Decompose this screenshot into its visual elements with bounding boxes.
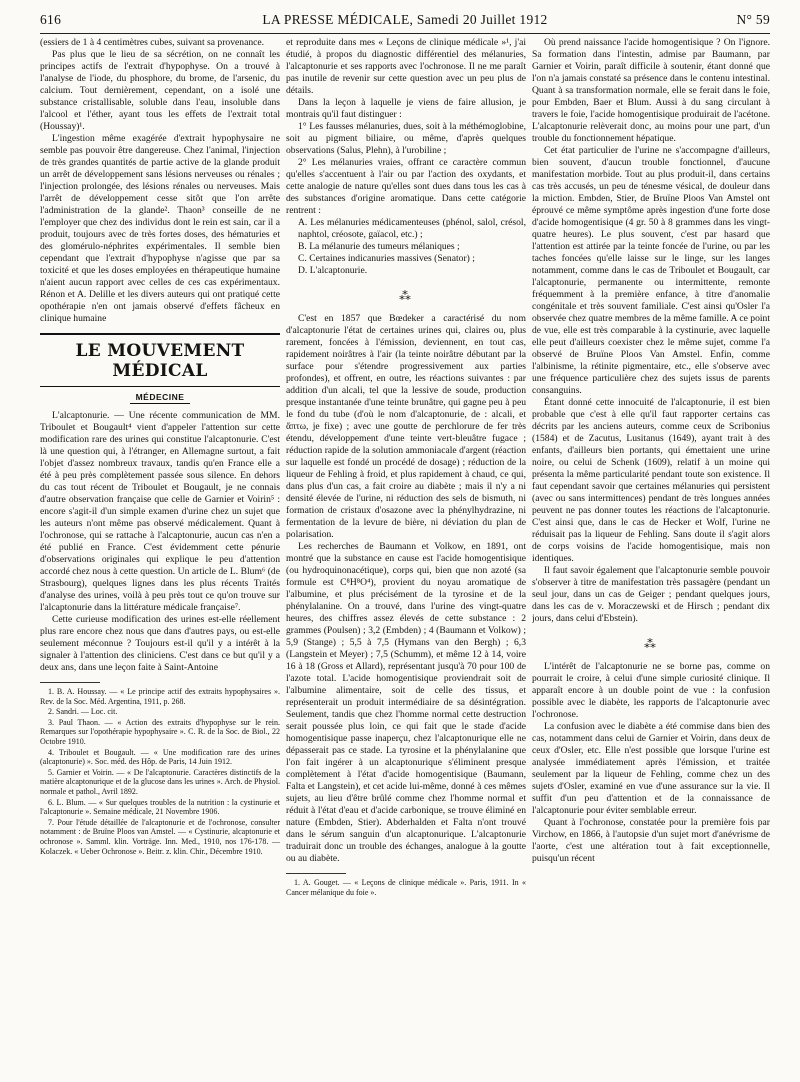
paragraph: Pas plus que le lieu de sa sécrétion, on ne connaît les principes actifs de l'extrait d'hypophyse. On a trouvé à l'analyse de l'iode, du phosphore, du brome, de l'arsenic, du calcium. Tout dernièrement, cependant, on a isolé une substance cristallisable, soluble dans l'eau, insoluble dans l'alcool et l'éther, ayant tous les effets de l'extrait total (Houssay)¹. — [40, 49, 280, 132]
section-heading-box — [40, 333, 280, 387]
paragraph: La confusion avec le diabète a été commise dans bien des cas, notamment dans celui de Garnier et Voirin, dans deux de ceux d'Osler, etc. Elle n'est possible que lorsque l'urine est analysée immédiatement après l'émission, et traitée seulement par la liqueur de Fehling, comme chez un des sujets d'Osler, examiné en vue d'une assurance sur la vie. Il suffit d'un peu d'attention et de la connaissance de l'alcaptonurie pour éviter semblable erreur. — [532, 721, 770, 816]
paragraph: Cet état particulier de l'urine ne s'accompagne d'ailleurs, bien souvent, d'aucun trouble fonctionnel, d'aucune manifestation morbide. Tout au plus produit-il, dans certains cas très accusés, un peu de ténesme vésical, de douleur dans la miction. Embden, Stier, de Bruïne Ploos Van Amstel ont éprouvé ce même symptôme après ingestion d'une forte dose d'acide homogentisique (4 gr. 50 à 8 grammes dans les vingt-quatre heures). Le plus souvent, c'est par hasard que l'attention est attirée par la teinte foncée de l'urine, ou par les taches foncées qu'elle laisse sur le linge, sur les langes notamment, comme dans le cas de Triboulet et Bougault, car l'alcaptonurie, permanente ou intermittente, remonte fréquemment à la première enfance, à titre d'anomalie congénitale et très souvent familiale. C'est ainsi qu'Osler l'a observée chez quatre membres de la même famille. A ce point de vue, elle est très comparable à la cystinurie, avec laquelle elle peut d'ailleurs coexister chez le même sujet, comme l'a observé de Bruïne Ploos Van Amstel. Enfin, comme l'albinisme, la rétinite pigmentaire, etc., elle s'observe avec une fréquence particulière chez des sujets issus de parents consanguins. — [532, 145, 770, 396]
list-item: C. Certaines indicanuries massives (Senator) ; — [298, 253, 475, 264]
paragraph: Dans la leçon à laquelle je viens de faire allusion, je montrais qu'il faut distinguer : — [286, 97, 526, 120]
list-item: D. L'alcaptonurie. — [298, 265, 368, 276]
section-title: LE MOUVEMENT MÉDICAL — [75, 341, 245, 381]
page-number: 616 — [40, 12, 62, 27]
paragraph: L'intérêt de l'alcaptonurie ne se borne pas, comme on pourrait le croire, à celui d'une simple curiosité clinique. Il apparaît encore à un double point de vue : la confusion possible avec le diabète, les rapports de l'alcaptonurie avec l'ochronose. — [532, 661, 770, 720]
footnote: 1. B. A. Houssay. — « Le principe actif des extraits hypophysaires ». Rev. de la Soc. Méd. Argentina, 1911, p. 268. — [40, 687, 280, 706]
footnote-rule — [40, 682, 100, 683]
paragraph: L'ingestion même exagérée d'extrait hypophysaire ne semble pas pouvoir être dangereuse. Chez l'animal, l'injection de très grandes quantités de partie active de la glande produit un arrêt de développement sans lésions nerveuses ou rénales ; l'injection prolongée, des lésions rénales ou nerveuses. Mais l'arrêt de développement cesse sitôt que l'on arrête l'administration de la glande². Thaon³ conseille de ne l'employer que chez des individus dont le rein est sain, car il a produit, toujours avec de très fortes doses, des hématuries et des glomérulo-néphrites expérimentales. Il semble bien cependant que l'extrait d'hypophyse n'agisse que par sa toxicité et que les doses employées en thérapeutique humaine n'aient aucun rapport avec celles de ces cas expérimentaux. Rénon et A. Delille et les divers auteurs qui ont pratiqué cette opothérapie n'en ont jamais observé d'effets fâcheux en clinique humaine — [40, 133, 280, 324]
footnote: 6. L. Blum. — « Sur quelques troubles de la nutrition : la cystinurie et l'alcaptonurie ». Semaine médicale, 21 Novembre 1906. — [40, 797, 280, 817]
journal-title: LA PRESSE MÉDICALE, Samedi 20 Juillet 1912 — [262, 12, 548, 27]
paragraph: 2° Les mélanuries vraies, offrant ce caractère commun qu'elles s'accentuent à l'air ou par l'action des oxydants, et cette analogie de nature qu'elles sont dues dans tous les cas à des substances d'origine aromatique. Dans cette catégorie rentrent : — [286, 157, 526, 216]
footnote: 5. Garnier et Voirin. — « De l'alcaptonurie. Caractères distinctifs de la matière alcaptonurique et de la glucose dans les urines ». Arch. de Physiol. normale et pathol., Avril 1892. — [40, 767, 280, 796]
paragraph: C'est en 1857 que Bœdeker a caractérisé du nom d'alcaptonurie l'état de certaines urines qui, claires ou, plus rarement, foncées à l'émission, deviennent, en tout cas, rapidement noirâtres à l'air (la teinte noirâtre débutant par la surface pour s'étendre progressivement aux parties profondes), et offrent, en outre, les réactions suivantes : par addition d'un alcali, tel que la lessive de soude, production presque instantanée d'une teinte brunâtre, qui gagne peu à peu le fond du tube (d'où le nom d'alcaptonurie, de : alcali, et ἅπτω, je fixe) ; avec une goutte de perchlorure de fer très étendu, développement d'une teinte vert-bleuâtre fugace ; réduction rapide de la solution ammoniacale d'argent (réaction sur laquelle est fondé un procédé de dosage) ; réduction de la liqueur de Fehling à froid, et plus rapidement à chaud, ce qui, dans plus d'un cas, a fait croire au diabète ; mais il n'y a ni densité élevée de l'urine, ni réduction des sels de bismuth, ni formation de cristaux d'osazone avec la phénylhydrazine, ni fermentation de la levure de bière, ni déviation du plan de polarisation. — [286, 313, 526, 540]
issue-number: N° 59 — [736, 12, 770, 27]
footnotes — [286, 878, 526, 897]
footnote: 7. Pour l'étude détaillée de l'alcaptonurie et de l'ochronose, consulter notamment : de Bruïne Ploos van Amstel. — « Cystinurie, alcaptonurie et ochronose ». Samml. klin. Vorträge. Inn. Med., 1910, nos 176-178. — Kolaczek. « Ueber Ochronose ». Beitr. z. klin. Chir., Décembre 1910. — [40, 817, 280, 856]
melanuria-list — [286, 217, 526, 277]
column-3 — [532, 37, 770, 1077]
paragraph: Il faut savoir également que l'alcaptonurie semble pouvoir s'observer à titre de manifestation très passagère (pendant un seul jour, dans un cas de Geiger ; pendant quelques jours, dans les cas de v. Moraczewski et de Hirsch ; pendant dix jours, dans celui d'Ebstein). — [532, 565, 770, 624]
paragraph: L'alcaptonurie. — Une récente communication de MM. Triboulet et Bougault⁴ vient d'appeler l'attention sur cette modification rare des urines qui constitue l'alcaptonurie. C'est là une question qui, à l'étranger, en Allemagne surtout, a fait l'objet d'assez nombreux travaux, tandis qu'en France elle a été à peu près complètement passée sous silence. En dehors du cas tout récent de Triboulet et Bougault, je ne connais d'autre observation française que celle de Garnier et Voirin⁵ : encore s'agit-il d'un simple examen d'urine chez un sujet que les auteurs n'ont même pas observé médicalement. Quant à l'ochronose, qui se rattache à l'alcaptonurie, aucun cas n'en a été publié en France. C'est évidemment cette pénurie d'observations originales qui explique le peu d'attention accordé chez nous à cette question. Un article de L. Blum⁶ (de Strasbourg), quelques lignes dans les plus récents Traités d'analyse des urines, voilà à peu près tout ce qu'on trouve sur l'alcaptonurie dans la littérature médicale française⁷. — [40, 410, 280, 613]
paragraph: et reproduite dans mes « Leçons de clinique médicale »¹, j'ai étudié, à propos du diagnostic différentiel des mélanuries, l'alcaptonurie et ses rapports avec l'ochronose. Il ne me paraît pas inutile de revenir sur cette question avec un peu plus de détails. — [286, 37, 526, 96]
paragraph: Les recherches de Baumann et Volkow, en 1891, ont montré que la substance en cause est l'acide homogentisique (ou hydroquinonacétique), corps qui, bien que non azoté (sa formule est C⁸H⁸O⁴), provient du noyau aromatique de l'albumine, et plus précisément de la tyrosine et de la phénylalanine. On a trouvé, dans l'urine des vingt-quatre heures, des chiffres assez élevés de cette substance : 2 grammes (Poulsen) ; 3,2 (Embden) ; 4 (Baumann et Volkow) ; 5,9 (Stange) ; 5,5 à 7,5 (Hymans van den Bergh) ; 6,3 (Langstein et Meyer) ; 7,5 (Schumm), et même 12 à 14, voire 16 à 18 (Gross et Allard), représentant jusqu'à 70 pour 100 de l'azote total. L'acide homogentisique proviendrait soit de l'albumine alimentaire, soit de celle des tissus, et représenterait un produit intermédiaire de sa désintégration. Seulement, tandis que chez l'homme normal cette destruction serait poussée plus loin, ce qui fait que le stade d'acide homogentisique passe inaperçu, chez l'alcaptonurique elle ne dépasserait pas ce stade. La tyrosine et la phénylalanine que l'on fait ingérer à un alcaptonurique s'éliminent presque complètement à l'état d'acide homogentisique (Baumann, Falta et Langstein), et cet acide lui-même, donné à ces mêmes sujets, au lieu d'être brûlé comme chez l'homme normal et réduit à l'état d'eau et d'acide carbonique, se trouve éliminé en nature (Embden, Stier). Abderhalden et Falta n'ont trouvé dans le sérum sanguin d'un alcaptonurique. L'alcaptonurie traduirait donc un trouble des échanges, analogue à la goutte ou au diabète. — [286, 541, 526, 864]
paragraph: (essiers de 1 à 4 centimètres cubes, suivant sa provenance. — [40, 37, 265, 48]
footnote: 1. A. Gouget. — « Leçons de clinique médicale ». Paris, 1911. In « Cancer mélanique du foie ». — [286, 878, 526, 897]
running-header — [40, 12, 770, 34]
section-separator-stars: ⁂ — [399, 289, 413, 303]
footnote-rule — [286, 873, 346, 874]
section-separator-stars: ⁂ — [644, 637, 658, 651]
column-1 — [40, 37, 280, 1077]
list-item: A. Les mélanuries médicamenteuses (phénol, salol, crésol, naphtol, créosote, gaïacol, etc.) ; — [298, 217, 526, 240]
footnote: 4. Triboulet et Bougault. — « Une modification rare des urines (alcaptonurie) ». Soc. méd. des Hôp. de Paris, 14 Juin 1912. — [40, 747, 280, 767]
paragraph: Étant donné cette innocuité de l'alcaptonurie, il est bien probable que c'est à elle qu'il faut rapporter certains cas décrits par les anciens auteurs, comme ceux de Scribonius (1584) et de Zacutus, Lusitanus (1649), ayant trait à des enfants, d'ailleurs bien portants, qui émettaient une urine noire, ou celui de Schenk (1609), relatif à un moine qui présenta la même particularité pendant toute son existence. Il faut cependant savoir que certaines mélanuries qui persistent (avec ou sans intermittences) pendant de très longues années peuvent ne pas donner toutes les réactions de l'alcaptonurie. C'est ainsi que, dans le cas de Hecker et Wolf, l'urine ne réduisait pas la liqueur de Fehling. Sans doute il s'agit alors de corps voisins de l'acide homogentisique, mais non identiques. — [532, 397, 770, 564]
footnote: 2. Sandri. — Loc. cit. — [48, 707, 118, 717]
subsection-heading: MÉDECINE — [40, 391, 280, 404]
paragraph: Où prend naissance l'acide homogentisique ? On l'ignore. Sa formation dans l'intestin, admise par Baumann, par Garnier et Voirin, paraît difficile à soutenir, étant donné que l'on n'a jamais constaté sa présence dans le contenu intestinal. Quant à sa transformation normale, elle se ferait dans le foie, pour Embden, Baer et Blum. Aussi à du sang circulant à travers le foie, l'acide homogentisique produirait de l'acétone. L'alcaptonurie relèverait donc, au moins pour une part, d'un trouble du fonctionnement hépatique. — [532, 37, 770, 144]
header-rule — [40, 33, 770, 34]
footnotes — [40, 687, 280, 856]
list-item: B. La mélanurie des tumeurs mélaniques ; — [298, 241, 460, 252]
paragraph: Cette curieuse modification des urines est-elle réellement plus rare encore chez nous que dans d'autres pays, ou est-elle seulement méconnue ? Toujours est-il qu'il y a intérêt à la signaler à l'attention des cliniciens. C'est dans ce but qu'il y a deux ans, dans une leçon faite à Saint-Antoine — [40, 614, 280, 673]
column-2 — [286, 37, 526, 1077]
footnote: 3. Paul Thaon. — « Action des extraits d'hypophyse sur le rein. Remarques sur l'opothérapie hypophysaire ». C. R. de la Soc. de Biol., 22 Octobre 1910. — [40, 717, 280, 746]
paragraph: Quant à l'ochronose, constatée pour la première fois par Virchow, en 1866, à l'autopsie d'un sujet mort d'anévrisme de l'aorte, c'est une altération tout à fait exceptionnelle, puisqu'un récent — [532, 817, 770, 864]
paragraph: 1° Les fausses mélanuries, dues, soit à la méthémoglobine, soit au pigment biliaire, ou même, d'après quelques observations (Salus, Plehn), à l'urobiline ; — [286, 121, 526, 156]
